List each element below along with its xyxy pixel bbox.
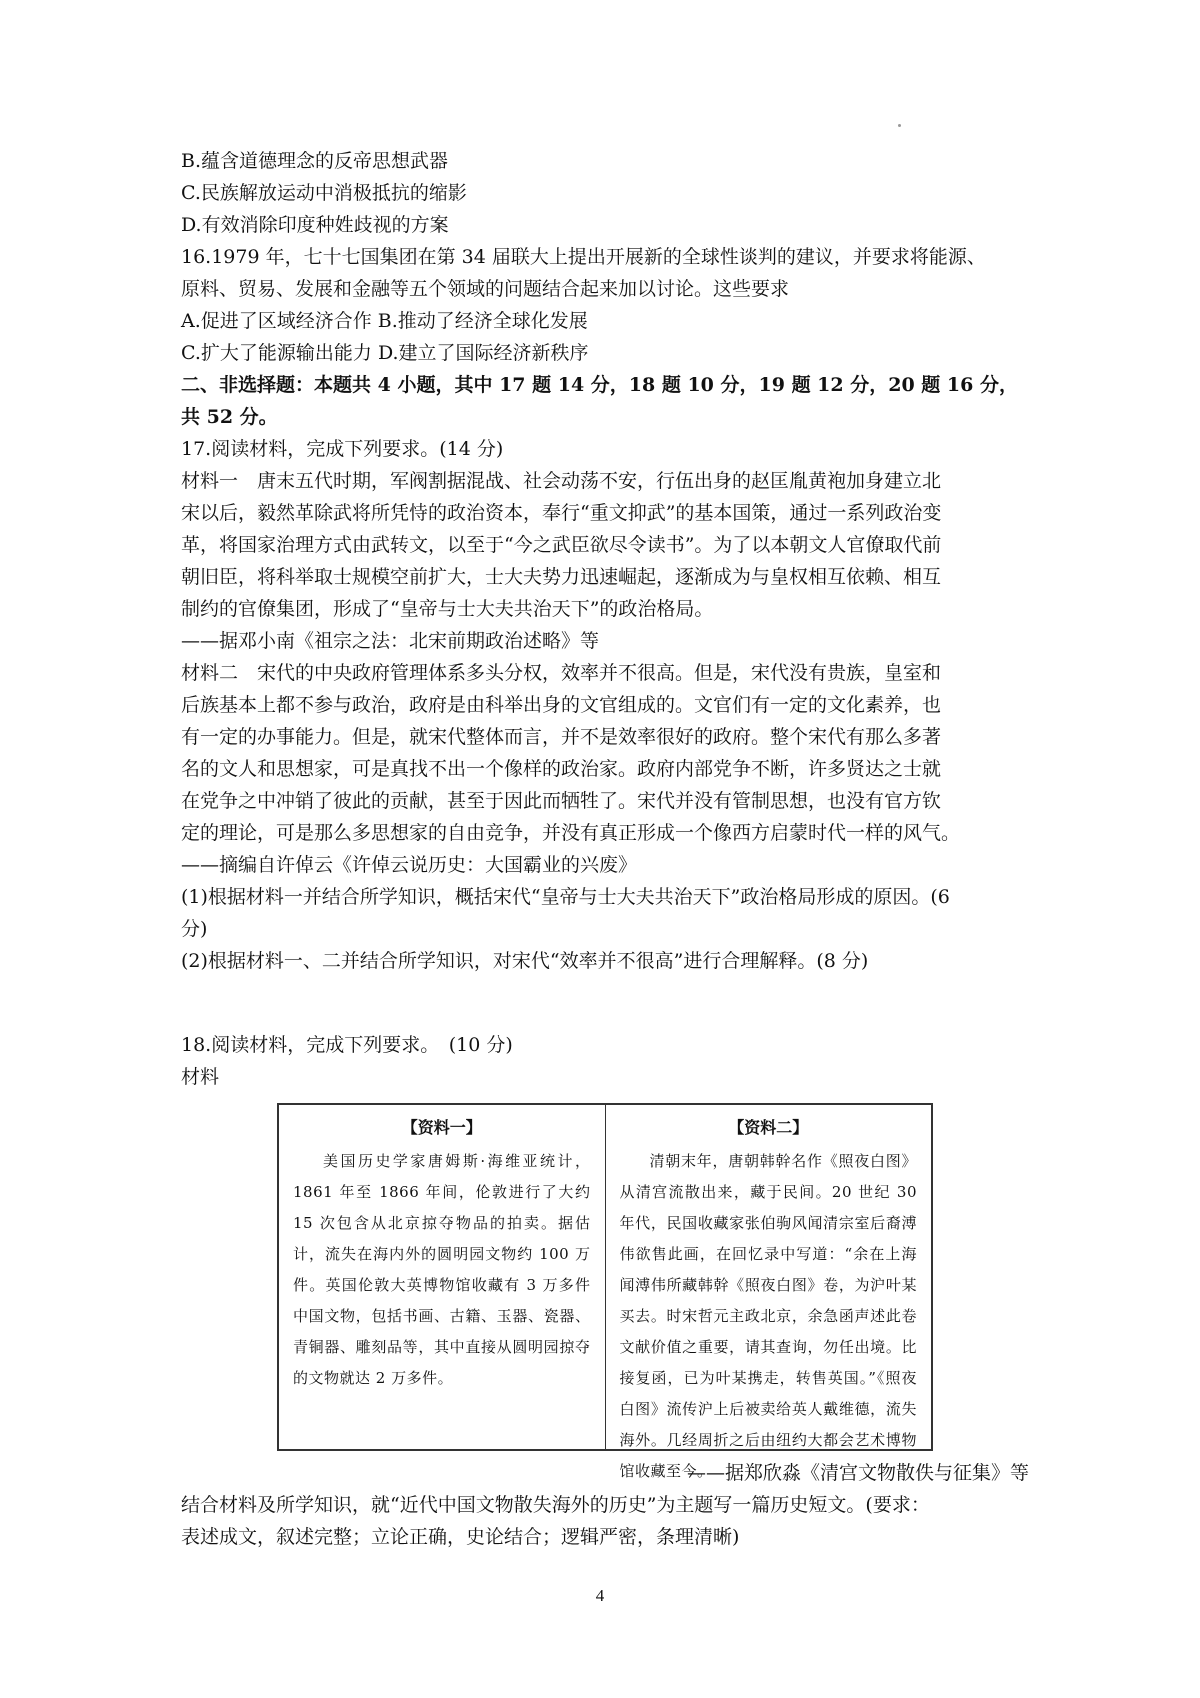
q18-material-label: 材料 (181, 1066, 220, 1088)
q17-material1-line: 宋以后，毅然革除武将所凭恃的政治资本，奉行“重文抑武”的基本国策，通过一系列政治变 (181, 502, 942, 524)
material-left-heading: 【资料一】 (401, 1118, 482, 1137)
q18-prompt-line1: 结合材料及所学知识，就“近代中国文物散失海外的历史”为主题写一篇历史短文。(要求： (181, 1494, 930, 1516)
section2-heading-line1: 二、非选择题：本题共 4 小题，其中 17 题 14 分，18 题 10 分，19 题 12 分，20 题 16 分， (181, 374, 1018, 396)
material-left-body: 美国历史学家唐姆斯·海维亚统计，1861 年至 1866 年间，伦敦进行了大约 15 次包含从北京掠夺物品的拍卖。据估计，流失在海内外的圆明园文物约 100 万件。英国伦敦大英博物馆收藏有 3 万多件中国文物，包括书画、古籍、玉器、瓷器、青铜器、雕刻品等，其中直接从圆明园掠夺的文物就达 2 万多件。 (293, 1152, 591, 1387)
q18-prompt-line2: 表述成文，叙述完整；立论正确，史论结合；逻辑严密，条理清晰) (181, 1526, 740, 1548)
q17-source1: ——据邓小南《祖宗之法：北宋前期政治述略》等 (181, 630, 600, 652)
q17-question1-line2: 分) (181, 918, 208, 940)
q17-material2-line: 在党争之中冲销了彼此的贡献，甚至于因此而牺牲了。宋代并没有管制思想，也没有官方钦 (181, 790, 942, 812)
q15-option-b: B.蕴含道德理念的反帝思想武器 (181, 150, 449, 172)
q16-stem-line2: 原料、贸易、发展和金融等五个领域的问题结合起来加以讨论。这些要求 (181, 278, 790, 300)
material-right-heading: 【资料二】 (728, 1118, 809, 1137)
q16-options-cd: C.扩大了能源输出能力 D.建立了国际经济新秩序 (181, 342, 589, 364)
speck-mark (898, 124, 901, 127)
page-number: 4 (595, 1586, 605, 1605)
q15-option-d: D.有效消除印度种姓歧视的方案 (181, 214, 449, 236)
section2-heading-line2: 共 52 分。 (181, 406, 278, 428)
material-left-column (279, 1105, 605, 1449)
q17-question1-line1: (1)根据材料一并结合所学知识，概括宋代“皇帝与士大夫共治天下”政治格局形成的原因。(6 (181, 886, 950, 908)
q17-source2: ——摘编自许倬云《许倬云说历史：大国霸业的兴废》 (181, 854, 638, 876)
q18-citation: ——据郑欣淼《清宫文物散佚与征集》等 (686, 1462, 1029, 1484)
q17-question2: (2)根据材料一、二并结合所学知识，对宋代“效率并不很高”进行合理解释。(8 分) (181, 950, 869, 972)
q16-options-ab: A.促进了区域经济合作 B.推动了经济全球化发展 (181, 310, 588, 332)
q17-material1-line: 材料一 唐末五代时期，军阀割据混战、社会动荡不安，行伍出身的赵匡胤黄袍加身建立北 (181, 470, 942, 492)
q18-title: 18.阅读材料，完成下列要求。 (10 分) (181, 1034, 513, 1056)
q17-material2-line: 名的文人和思想家，可是真找不出一个像样的政治家。政府内部党争不断，许多贤达之士就 (181, 758, 942, 780)
q17-material2-line: 后族基本上都不参与政治，政府是由科举出身的文官组成的。文官们有一定的文化素养，也 (181, 694, 942, 716)
q17-title: 17.阅读材料，完成下列要求。(14 分) (181, 438, 504, 460)
material-right-body: 清朝末年，唐朝韩幹名作《照夜白图》从清宫流散出来，藏于民间。20 世纪 30 年代，民国收藏家张伯驹风闻清宗室后裔溥伟欲售此画，在回忆录中写道：“余在上海闻溥伟所藏韩幹《照夜白图》卷，为沪叶某买去。时宋哲元主政北京，余急函声述此卷文献价值之重要，请其查询，勿任出境。比接复函，已为叶某携走，转售英国。”《照夜白图》流传沪上后被卖给英人戴维德，流失海外。几经周折之后由纽约大都会艺术博物馆收藏至今。 (619, 1152, 917, 1480)
q15-option-c: C.民族解放运动中消极抵抗的缩影 (181, 182, 467, 204)
q16-stem-line1: 16.1979 年，七十七国集团在第 34 届联大上提出开展新的全球性谈判的建议，并要求将能源、 (181, 246, 986, 268)
q17-material1-line: 革，将国家治理方式由武转文，以至于“今之武臣欲尽令读书”。为了以本朝文人官僚取代前 (181, 534, 942, 556)
q17-material2-line: 定的理论，可是那么多思想家的自由竞争，并没有真正形成一个像西方启蒙时代一样的风气。 (181, 822, 961, 844)
q17-material1-line: 制约的官僚集团，形成了“皇帝与士大夫共治天下”的政治格局。 (181, 598, 714, 620)
q17-material2-line: 材料二 宋代的中央政府管理体系多头分权，效率并不很高。但是，宋代没有贵族，皇室和 (181, 662, 942, 684)
q17-material2-line: 有一定的办事能力。但是，就宋代整体而言，并不是效率很好的政府。整个宋代有那么多著 (181, 726, 942, 748)
exam-page (181, 145, 1029, 1553)
q17-material1-line: 朝旧臣，将科举取士规模空前扩大，士大夫势力迅速崛起，逐渐成为与皇权相互依赖、相互 (181, 566, 942, 588)
